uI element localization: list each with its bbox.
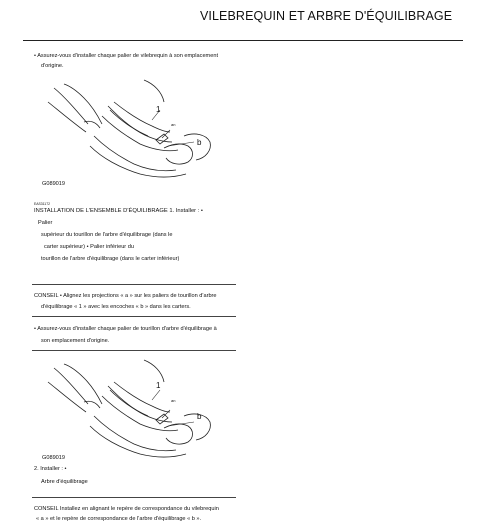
- conseil-line: « a » et le repère de correspondance de l'arbre d'équilibrage « b ».: [36, 516, 202, 522]
- step-line: Arbre d'équilibrage: [41, 479, 88, 485]
- conseil-line: d'équilibrage « 1 » avec les encoches « b » dans les carters.: [41, 304, 191, 310]
- section-heading: INSTALLATION DE L'ENSEMBLE D'ÉQUILIBRAGE 1. Installer : •: [34, 208, 203, 214]
- bearing-illustration: [44, 76, 214, 180]
- figure-code: G089019: [42, 455, 66, 461]
- divider: [32, 316, 236, 317]
- callout-1: 1: [156, 381, 161, 390]
- install-line: tourillon de l'arbre d'équilibrage (dans le carter inférieur): [41, 256, 180, 262]
- bearing-illustration-2: [44, 356, 214, 460]
- callout-a: an: [171, 398, 176, 403]
- conseil-line: CONSEIL • Alignez les projections « a » sur les paliers de tourillon d'arbre: [34, 293, 217, 299]
- conseil-line: CONSEIL Installez en alignant le repère de correspondance du vilebrequin: [34, 506, 219, 512]
- callout-b: b: [197, 138, 202, 147]
- bullet-line: • Assurez-vous d'installer chaque palier de vilebrequin à son emplacement: [34, 53, 218, 59]
- bullet-line-cont: d'origine.: [41, 63, 64, 69]
- step-line: 2. Installer : •: [34, 466, 67, 472]
- callout-1: 1: [156, 105, 161, 114]
- reference-code: EAS31172: [34, 202, 50, 206]
- bullet-line-cont: son emplacement d'origine.: [41, 338, 110, 344]
- divider: [32, 350, 236, 351]
- callout-a: an: [171, 122, 176, 127]
- callout-b: b: [197, 412, 202, 421]
- bullet-line: • Assurez-vous d'installer chaque palier de tourillon d'arbre d'équilibrage à: [34, 326, 217, 332]
- page-title: VILEBREQUIN ET ARBRE D'ÉQUILIBRAGE: [200, 9, 453, 23]
- header-rule: [23, 40, 463, 41]
- install-line: supérieur du tourillon de l'arbre d'équilibrage (dans le: [41, 232, 173, 238]
- divider: [32, 497, 236, 498]
- divider: [32, 284, 236, 285]
- figure-code: G089019: [42, 181, 66, 187]
- install-line: carter supérieur) • Palier inférieur du: [44, 244, 134, 250]
- install-line: Palier: [38, 220, 53, 226]
